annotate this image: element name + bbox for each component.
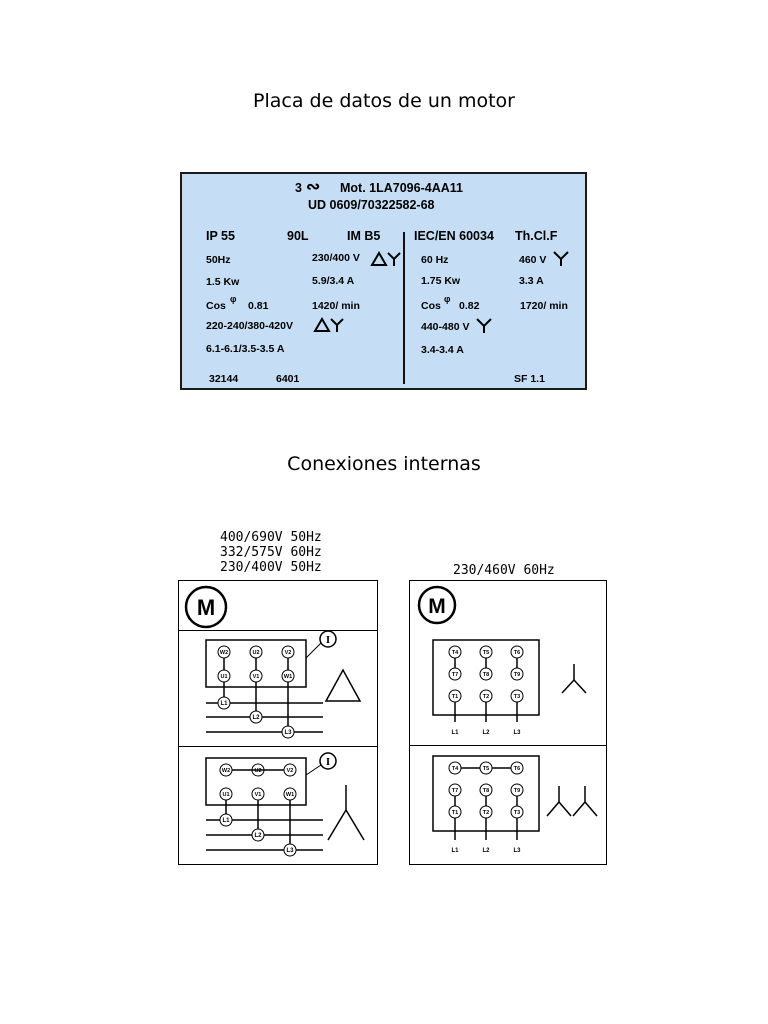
code-1: 32144 — [209, 373, 239, 385]
voltage-range-60: 440-480 V — [421, 321, 470, 333]
line-l3: L3 — [284, 730, 292, 736]
cos-value-50: 0.81 — [248, 300, 269, 312]
mounting: IM B5 — [347, 229, 381, 243]
double-star-icon — [547, 786, 597, 816]
terminal-t7: T7 — [451, 672, 459, 678]
star-icon — [328, 785, 364, 840]
terminal-t6: T6 — [513, 766, 521, 772]
terminal-w1: W1 — [283, 674, 293, 680]
right-diagram — [409, 580, 607, 865]
line-l1: L1 — [451, 730, 459, 736]
line-l3: L3 — [513, 730, 521, 736]
freq-60: 60 Hz — [421, 254, 449, 266]
terminal-t2: T2 — [482, 810, 490, 816]
phi-icon: φ — [444, 294, 451, 304]
line-l1: L1 — [451, 848, 459, 854]
speed-50: 1420/ min — [312, 300, 360, 312]
line-l1: L1 — [222, 818, 230, 824]
rating-right: 230/460V 60Hz — [453, 563, 555, 578]
thermal-icon: I — [325, 756, 331, 768]
rating-1: 400/690V 50Hz — [220, 530, 322, 545]
terminal-t9: T9 — [513, 672, 521, 678]
ac-icon: ∾ — [306, 177, 321, 196]
motor-nameplate — [180, 172, 587, 390]
service-factor: SF 1.1 — [514, 373, 545, 385]
standard: IEC/EN 60034 — [414, 229, 494, 243]
line-l2: L2 — [482, 730, 490, 736]
cos-label-60: Cos — [421, 300, 441, 312]
terminal-t1: T1 — [451, 694, 459, 700]
line-l2: L2 — [254, 833, 262, 839]
power-50: 1.5 Kw — [206, 276, 240, 288]
terminal-t2: T2 — [482, 694, 490, 700]
terminal-t9: T9 — [513, 788, 521, 794]
terminal-t4: T4 — [451, 650, 459, 656]
speed-60: 1720/ min — [520, 300, 568, 312]
page-title: Placa de datos de un motor — [253, 90, 515, 112]
terminal-t1: T1 — [451, 810, 459, 816]
line-l3: L3 — [286, 848, 294, 854]
ud-number: UD 0609/70322582-68 — [308, 198, 435, 212]
terminal-t3: T3 — [513, 810, 521, 816]
terminal-u2: U2 — [252, 650, 260, 656]
ip-rating: IP 55 — [206, 229, 235, 243]
freq-50: 50Hz — [206, 254, 231, 266]
line-l2: L2 — [252, 715, 260, 721]
terminal-u1: U1 — [220, 674, 228, 680]
motor-model: Mot. 1LA7096-4AA11 — [340, 181, 463, 195]
phi-icon: φ — [230, 294, 237, 304]
cos-value-60: 0.82 — [459, 300, 480, 312]
rating-3: 230/400V 50Hz — [220, 560, 322, 575]
current-range-60: 3.4-3.4 A — [421, 344, 464, 356]
motor-icon: M — [428, 595, 446, 618]
star-icon — [475, 316, 493, 334]
current-50: 5.9/3.4 A — [312, 275, 355, 287]
terminal-u2: U2 — [254, 768, 262, 774]
line-l1: L1 — [220, 701, 228, 707]
terminal-t3: T3 — [513, 694, 521, 700]
terminal-v1: V1 — [254, 792, 262, 798]
terminal-t5: T5 — [482, 650, 490, 656]
thermal-class: Th.Cl.F — [515, 229, 558, 243]
code-2: 6401 — [276, 373, 300, 385]
terminal-v1: V1 — [252, 674, 260, 680]
terminal-t7: T7 — [451, 788, 459, 794]
terminal-v2: V2 — [286, 768, 294, 774]
terminal-t8: T8 — [482, 788, 490, 794]
motor-icon: M — [196, 595, 216, 620]
terminal-t6: T6 — [513, 650, 521, 656]
divider — [403, 232, 405, 384]
cos-label-50: Cos — [206, 300, 226, 312]
delta-star-icon — [313, 316, 345, 334]
line-l3: L3 — [513, 848, 521, 854]
current-60: 3.3 A — [519, 275, 544, 287]
delta-star-icon — [370, 250, 402, 268]
left-diagram — [178, 580, 378, 865]
terminal-u1: U1 — [222, 792, 230, 798]
star-icon — [552, 249, 570, 267]
rating-2: 332/575V 60Hz — [220, 545, 322, 560]
frame-size: 90L — [287, 229, 309, 243]
line-l2: L2 — [482, 848, 490, 854]
phase-count: 3 — [295, 181, 302, 195]
terminal-t5: T5 — [482, 766, 490, 772]
terminal-t4: T4 — [451, 766, 459, 772]
terminal-t8: T8 — [482, 672, 490, 678]
thermal-icon: I — [325, 634, 331, 646]
section-title: Conexiones internas — [287, 453, 481, 475]
terminal-w2: W2 — [221, 768, 231, 774]
power-60: 1.75 Kw — [421, 275, 461, 287]
delta-icon — [326, 670, 360, 701]
terminal-w2: W2 — [219, 650, 229, 656]
terminal-v2: V2 — [284, 650, 292, 656]
voltage-range-50: 220-240/380-420V — [206, 320, 293, 332]
current-range-50: 6.1-6.1/3.5-3.5 A — [206, 343, 285, 355]
voltage-50: 230/400 V — [312, 252, 360, 264]
star-icon — [562, 664, 586, 693]
terminal-w1: W1 — [285, 792, 295, 798]
voltage-60: 460 V — [519, 254, 547, 266]
